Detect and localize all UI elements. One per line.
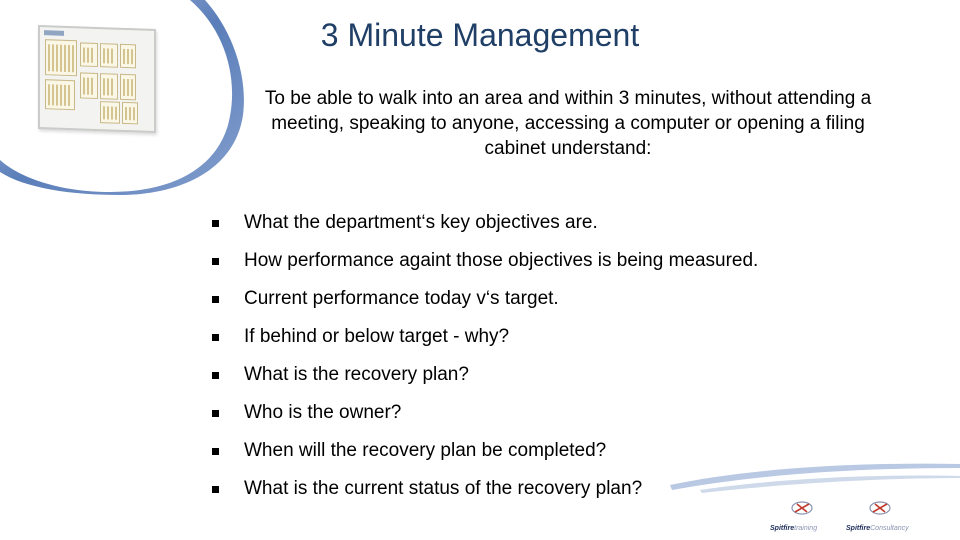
bullet-square-icon [212, 296, 219, 303]
board-card [45, 79, 75, 110]
bullet-square-icon [212, 410, 219, 417]
intro-paragraph: To be able to walk into an area and within 3 minutes, without attending a meeting, speaking to anyone, accessing a computer or opening a filing cabinet understand: [264, 88, 872, 159]
bullet-square-icon [212, 372, 219, 379]
footer-logos [770, 500, 930, 534]
spitfire-mark-icon [790, 500, 814, 516]
board-card [120, 74, 136, 101]
slide-title: 3 Minute Management [320, 17, 640, 53]
board-card [100, 73, 118, 100]
bullet-square-icon [212, 486, 219, 493]
board-card [100, 101, 120, 124]
spitfire-mark-icon [868, 500, 892, 516]
bullet-square-icon [212, 448, 219, 455]
spitfire-training-logo: Spitfiretraining [770, 500, 840, 534]
spitfire-consultancy-logo: SpitfireConsultancy [846, 500, 930, 534]
bullet-square-icon [212, 334, 219, 341]
bullet-square-icon [212, 258, 219, 265]
bullet-square-icon [212, 220, 219, 227]
board-card [80, 72, 98, 99]
board-card [122, 102, 138, 125]
